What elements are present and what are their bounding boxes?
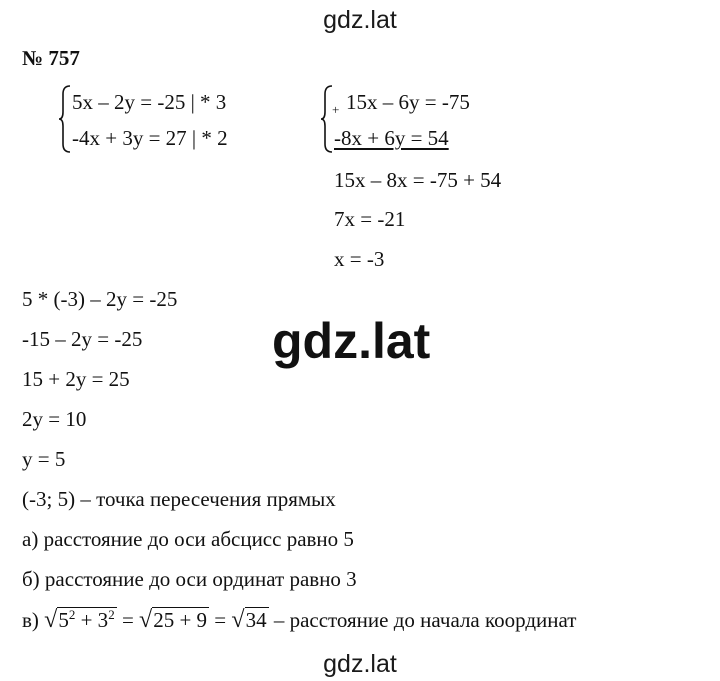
step-right-2: 7x = -21 [334, 207, 406, 231]
watermark-bottom: gdz.lat [323, 650, 397, 678]
step-left-1: 5 * (-3) – 2y = -25 [22, 287, 178, 311]
watermark-top: gdz.lat [323, 6, 397, 34]
sqrt-expression-1: $√5^2 + 3^2$ [44, 607, 115, 633]
system-brace-right [320, 84, 334, 154]
step-left-4: 2y = 10 [22, 407, 87, 431]
sqrt-expression-3: √34 [231, 607, 267, 633]
plus-sign: + [332, 102, 340, 117]
system2-eq2: -8x + 6y = 54 [334, 126, 449, 150]
watermark-center: gdz.lat [272, 313, 431, 369]
step-right-1: 15x – 8x = -75 + 54 [334, 168, 502, 192]
system1-eq1: 5x – 2y = -25 | * 3 [72, 90, 227, 114]
system2-eq1: 15x – 6y = -75 [346, 90, 470, 114]
equals-sign-1: = [121, 608, 134, 632]
task-number: № 757 [22, 46, 80, 70]
equals-sign-2: = [214, 608, 227, 632]
step-left-2: -15 – 2y = -25 [22, 327, 143, 351]
answer-v-label: в) [22, 608, 39, 632]
intersection-line: (-3; 5) – точка пересечения прямых [22, 487, 336, 511]
answer-v-tail: – расстояние до начала координат [273, 608, 577, 632]
answer-v [22, 608, 576, 632]
sqrt-expression-2: √25 + 9 [139, 607, 208, 633]
step-right-3: x = -3 [334, 247, 385, 271]
answer-b: б) расстояние до оси ординат равно 3 [22, 567, 357, 591]
step-left-3: 15 + 2y = 25 [22, 367, 130, 391]
system-brace-left [58, 84, 72, 154]
step-left-5: y = 5 [22, 447, 66, 471]
system1-eq2: -4x + 3y = 27 | * 2 [72, 126, 228, 150]
answer-a: а) расстояние до оси абсцисс равно 5 [22, 527, 354, 551]
